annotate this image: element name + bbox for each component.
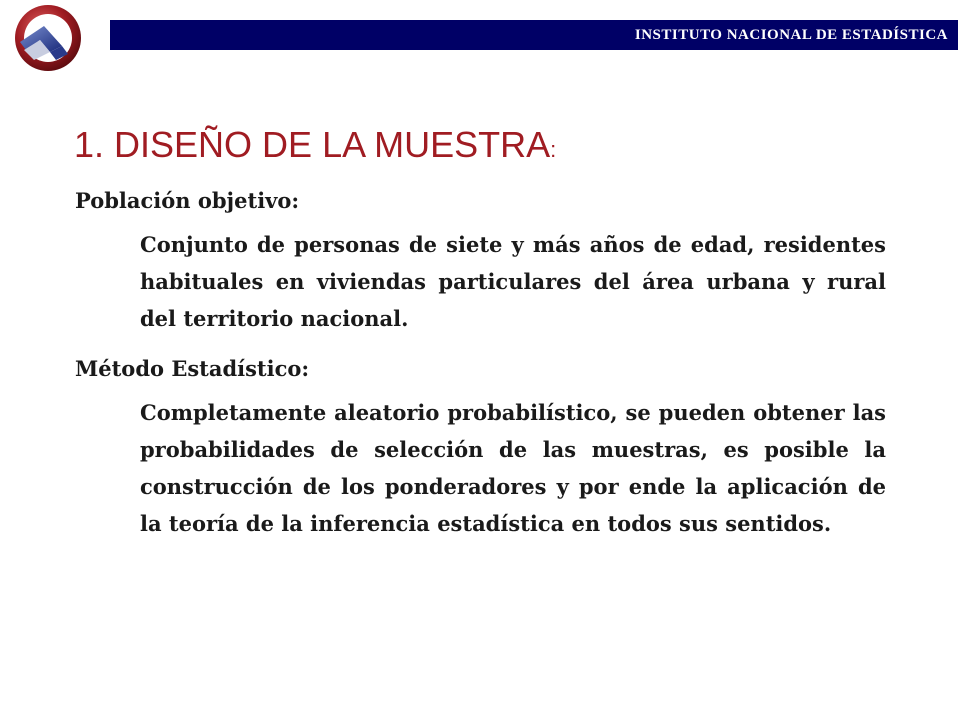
section-label-target-population: Población objetivo: — [75, 188, 300, 213]
slide-title — [74, 124, 556, 166]
section-label-statistical-method: Método Estadístico: — [75, 356, 310, 381]
ine-logo — [10, 2, 86, 74]
ine-logo-icon — [10, 2, 86, 74]
section-text-target-population: Conjunto de personas de siete y más años de edad, residentes habituales en viviendas particulares del área urbana y rural del territorio nacional. — [140, 232, 886, 331]
slide-title-colon: : — [550, 137, 557, 162]
header-banner — [110, 20, 958, 50]
institution-name: INSTITUTO NACIONAL DE ESTADÍSTICA — [634, 27, 948, 43]
section-text-statistical-method: Completamente aleatorio probabilístico, se pueden obtener las probabilidades de selección de las muestras, es posible la construcción de los ponderadores y por ende la aplicación de la teoría de la inferencia estadística en todos sus sentidos. — [140, 400, 886, 536]
slide-title-text: 1. DISEÑO DE LA MUESTRA — [74, 124, 551, 165]
